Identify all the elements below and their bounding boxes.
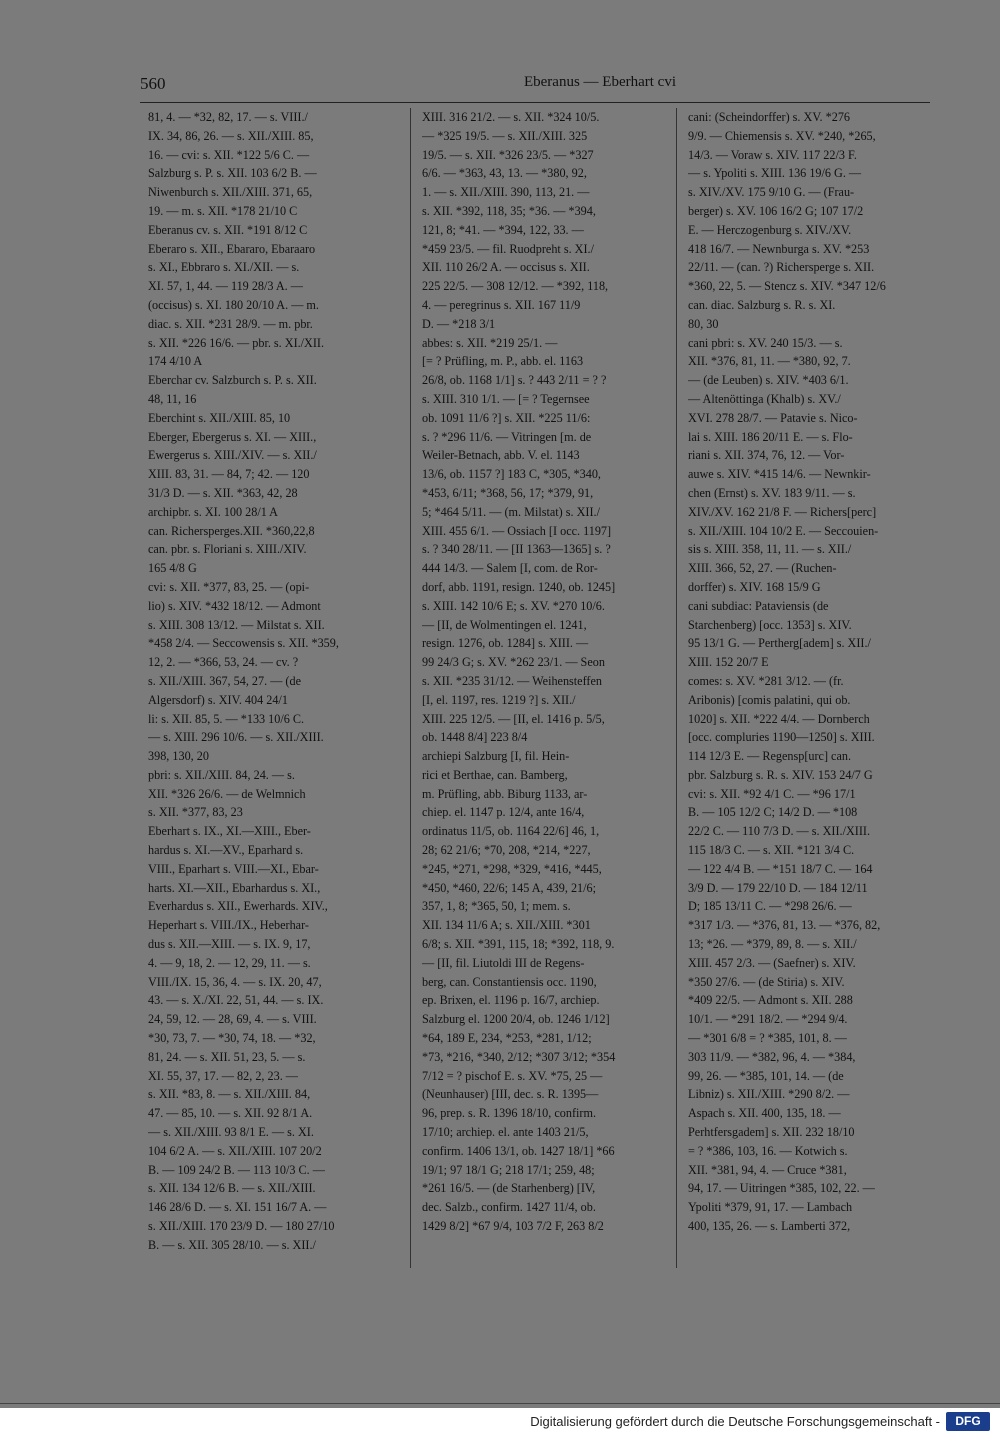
text-line: XI. 55, 37, 17. — 82, 2, 23. — xyxy=(148,1068,298,1083)
text-line: Eberaro s. XII., Ebararo, Ebaraaro xyxy=(148,241,316,256)
text-line: s. XIII. 142 10/6 E; s. XV. *270 10/6. xyxy=(422,598,605,613)
text-line: — *301 6/8 = ? *385, 101, 8. — xyxy=(688,1031,847,1046)
text-line: Heperhart s. VIII./IX., Heberhar- xyxy=(148,918,309,933)
text-line: dec. Salzb., confirm. 1427 11/4, ob. xyxy=(422,1200,596,1215)
text-line: lio) s. XIV. *432 18/12. — Admont xyxy=(148,598,321,613)
text-line: archipbr. s. XI. 100 28/1 A xyxy=(148,504,278,519)
text-line: Eberhart s. IX., XI.—XIII., Eber- xyxy=(148,824,311,839)
text-line: 81, 24. — s. XII. 51, 23, 5. — s. xyxy=(148,1049,306,1064)
text-line: sis s. XIII. 358, 11, 11. — s. XII./ xyxy=(688,542,852,557)
text-line: abbes: s. XII. *219 25/1. — xyxy=(422,335,558,350)
text-line: — s. XII./XIII. 93 8/1 E. — s. XI. xyxy=(148,1125,314,1140)
text-line: — [II, fil. Liutoldi III de Regens- xyxy=(422,955,585,970)
text-line: chen (Ernst) s. XV. 183 9/11. — s. xyxy=(688,485,856,500)
text-line: (occisus) s. XI. 180 20/10 A. — m. xyxy=(148,297,319,312)
text-line: 174 4/10 A xyxy=(148,354,203,369)
text-line: 47. — 85, 10. — s. XII. 92 8/1 A. xyxy=(148,1106,313,1121)
text-line: cvi: s. XII. *377, 83, 25. — (opi- xyxy=(148,579,310,594)
text-line: = ? *386, 103, 16. — Kotwich s. xyxy=(688,1143,848,1158)
text-line: Eberchint s. XII./XIII. 85, 10 xyxy=(148,410,291,425)
text-line: *409 22/5. — Admont s. XII. 288 xyxy=(688,993,853,1008)
text-line: 26/8, ob. 1168 1/1] s. ? 443 2/11 = ? ? xyxy=(422,373,607,388)
text-line: 104 6/2 A. — s. XII./XIII. 107 20/2 xyxy=(148,1143,322,1158)
text-line: Eberger, Ebergerus s. XI. — XIII., xyxy=(148,429,317,444)
text-line: lai s. XIII. 186 20/11 E. — s. Flo- xyxy=(688,429,853,444)
text-line: 357, 1, 8; *365, 50, 1; mem. s. xyxy=(422,899,571,914)
text-line: s. XII. *226 16/6. — pbr. s. XI./XII. xyxy=(148,335,325,350)
text-line: can. diac. Salzburg s. R. s. XI. xyxy=(688,297,836,312)
text-line: 114 12/3 E. — Regensp[urc] can. xyxy=(688,749,852,764)
text-line: auwe s. XIV. *415 14/6. — Newnkir- xyxy=(688,467,871,482)
text-line: 81, 4. — *32, 82, 17. — s. VIII./ xyxy=(148,110,308,124)
text-line: s. XII./XIII. 367, 54, 27. — (de xyxy=(148,673,301,688)
text-line: can. Richersperges.XII. *360,22,8 xyxy=(148,523,315,538)
text-line: cani pbri: s. XV. 240 15/3. — s. xyxy=(688,335,843,350)
text-line: — 122 4/4 B. — *151 18/7 C. — 164 xyxy=(688,861,873,876)
text-line: B. — 109 24/2 B. — 113 10/3 C. — xyxy=(148,1162,325,1177)
text-line: ep. Brixen, el. 1196 p. 16/7, archiep. xyxy=(422,993,600,1008)
text-line: 398, 130, 20 xyxy=(148,749,209,764)
text-line: XII. 110 26/2 A. — occisus s. XII. xyxy=(422,260,590,275)
text-line: Salzburg el. 1200 20/4, ob. 1246 1/12] xyxy=(422,1012,610,1027)
text-line: — s. XIII. 296 10/6. — s. XII./XIII. xyxy=(148,730,324,745)
dfg-logo: DFG xyxy=(946,1412,990,1431)
text-line: D; 185 13/11 C. — *298 26/6. — xyxy=(688,899,852,914)
text-line: can. pbr. s. Floriani s. XIII./XIV. xyxy=(148,542,307,557)
text-column-2 xyxy=(422,108,667,1268)
text-line: 14/3. — Voraw s. XIV. 117 22/3 F. xyxy=(688,147,857,162)
text-line: XIII. 316 21/2. — s. XII. *324 10/5. xyxy=(422,110,600,124)
text-line: — [II, de Wolmentingen el. 1241, xyxy=(422,617,587,632)
text-line: ordinatus 11/5, ob. 1164 22/6] 46, 1, xyxy=(422,824,600,839)
text-line: XIII. 152 20/7 E xyxy=(688,655,769,670)
text-line: VIII./IX. 15, 36, 4. — s. IX. 20, 47, xyxy=(148,974,322,989)
page-header xyxy=(140,74,930,98)
text-line: — (de Leuben) s. XIV. *403 6/1. xyxy=(688,373,849,388)
text-line: 94, 17. — Uitringen *385, 102, 22. — xyxy=(688,1181,875,1196)
text-line: Everhardus s. XII., Ewerhards. XIV., xyxy=(148,899,328,914)
text-line: archiepi Salzburg [I, fil. Hein- xyxy=(422,749,570,764)
text-line: IX. 34, 86, 26. — s. XII./XIII. 85, xyxy=(148,128,314,143)
text-line: dorf, abb. 1191, resign. 1240, ob. 1245] xyxy=(422,579,616,594)
text-line: VIII., Eparhart s. VIII.—XI., Ebar- xyxy=(148,861,319,876)
text-line: *360, 22, 5. — Stencz s. XIV. *347 12/6 xyxy=(688,279,886,294)
text-line: rici et Berthae, can. Bamberg, xyxy=(422,767,568,782)
column-separator xyxy=(410,108,411,1268)
text-line: 28; 62 21/6; *70, 208, *214, *227, xyxy=(422,843,591,858)
text-line: 19/1; 97 18/1 G; 218 17/1; 259, 48; xyxy=(422,1162,595,1177)
text-line: *30, 73, 7. — *30, 74, 18. — *32, xyxy=(148,1031,316,1046)
text-line: 146 28/6 D. — s. XI. 151 16/7 A. — xyxy=(148,1200,327,1215)
text-line: 16. — cvi: s. XII. *122 5/6 C. — xyxy=(148,147,310,162)
text-line: *73, *216, *340, 2/12; *307 3/12; *354 xyxy=(422,1049,616,1064)
text-line: 31/3 D. — s. XII. *363, 42, 28 xyxy=(148,485,298,500)
text-line: 19. — m. s. XII. *178 21/10 C xyxy=(148,203,298,218)
text-line: — Altenöttinga (Khalb) s. XV./ xyxy=(688,391,841,406)
text-line: s. XIII. 310 1/1. — [= ? Tegernsee xyxy=(422,391,590,406)
text-line: — *325 19/5. — s. XII./XIII. 325 xyxy=(422,128,588,143)
text-line: *245, *271, *298, *329, *416, *445, xyxy=(422,861,602,876)
text-line: s. XII./XIII. 104 10/2 E. — Seccouien- xyxy=(688,523,879,538)
text-line: 43. — s. X./XI. 22, 51, 44. — s. IX. xyxy=(148,993,324,1008)
header-rule xyxy=(140,102,930,103)
text-line: *317 1/3. — *376, 81, 13. — *376, 82, xyxy=(688,918,881,933)
text-line: s. XII. 134 12/6 B. — s. XII./XIII. xyxy=(148,1181,316,1196)
text-line: li: s. XII. 85, 5. — *133 10/6 C. xyxy=(148,711,305,726)
text-line: s. XII. *83, 8. — s. XII./XIII. 84, xyxy=(148,1087,311,1102)
text-line: B. — 105 12/2 C; 14/2 D. — *108 xyxy=(688,805,858,820)
text-line: confirm. 1406 13/1, ob. 1427 18/1] *66 xyxy=(422,1143,615,1158)
text-line: *453, 6/11; *368, 56, 17; *379, 91, xyxy=(422,485,594,500)
text-line: hardus s. XI.—XV., Eparhard s. xyxy=(148,843,304,858)
text-line: 4. — 9, 18, 2. — 12, 29, 11. — s. xyxy=(148,955,311,970)
text-line: Salzburg s. P. s. XII. 103 6/2 B. — xyxy=(148,166,317,181)
text-line: s. XII. *377, 83, 23 xyxy=(148,805,243,820)
text-line: Eberanus cv. s. XII. *191 8/12 C xyxy=(148,222,308,237)
text-line: *458 2/4. — Seccowensis s. XII. *359, xyxy=(148,636,339,651)
text-line: 13; *26. — *379, 89, 8. — s. XII./ xyxy=(688,937,857,952)
text-line: 80, 30 xyxy=(688,316,719,331)
text-line: [= ? Prüfling, m. P., abb. el. 1163 xyxy=(422,354,584,369)
text-line: E. — Herczogenburg s. XIV./XV. xyxy=(688,222,852,237)
text-line: resign. 1276, ob. 1284] s. XIII. — xyxy=(422,636,589,651)
text-line: s. ? 340 28/11. — [II 1363—1365] s. ? xyxy=(422,542,611,557)
text-line: XIII. 457 2/3. — (Saefner) s. XIV. xyxy=(688,955,856,970)
text-line: Eberchar cv. Salzburch s. P. s. XII. xyxy=(148,373,317,388)
text-line: Aspach s. XII. 400, 135, 18. — xyxy=(688,1106,841,1121)
footer-rule xyxy=(0,1403,1000,1404)
text-line: XIII. 455 6/1. — Ossiach [I occ. 1197] xyxy=(422,523,612,538)
text-line: XIV./XV. 162 21/8 F. — Richers[perc] xyxy=(688,504,877,519)
text-line: *459 23/5. — fil. Ruodpreht s. XI./ xyxy=(422,241,594,256)
text-line: pbri: s. XII./XIII. 84, 24. — s. xyxy=(148,767,295,782)
text-line: s. XIII. 308 13/12. — Milstat s. XII. xyxy=(148,617,325,632)
text-line: *350 27/6. — (de Stiria) s. XIV. xyxy=(688,974,845,989)
text-line: dorffer) s. XIV. 168 15/9 G xyxy=(688,579,821,594)
text-line: 1. — s. XII./XIII. 390, 113, 21. — xyxy=(422,185,590,200)
text-line: *261 16/5. — (de Starhenberg) [IV, xyxy=(422,1181,596,1196)
text-line: XII. *376, 81, 11. — *380, 92, 7. xyxy=(688,354,851,369)
text-line: 121, 8; *41. — *394, 122, 33. — xyxy=(422,222,584,237)
text-line: 115 18/3 C. — s. XII. *121 3/4 C. xyxy=(688,843,855,858)
text-line: cvi: s. XII. *92 4/1 C. — *96 17/1 xyxy=(688,786,856,801)
text-line: *450, *460, 22/6; 145 A, 439, 21/6; xyxy=(422,880,597,895)
text-line: 10/1. — *291 18/2. — *294 9/4. xyxy=(688,1012,848,1027)
text-line: s. XIV./XV. 175 9/10 G. — (Frau- xyxy=(688,185,855,200)
text-line: XI. 57, 1, 44. — 119 28/3 A. — xyxy=(148,279,303,294)
text-line: berg, can. Constantiensis occ. 1190, xyxy=(422,974,597,989)
text-line: 4. — peregrinus s. XII. 167 11/9 xyxy=(422,297,581,312)
text-line: 3/9 D. — 179 22/10 D. — 184 12/11 xyxy=(688,880,868,895)
text-line: s. XII. *235 31/12. — Weihensteffen xyxy=(422,673,602,688)
text-line: — s. Ypoliti s. XIII. 136 19/6 G. — xyxy=(688,166,862,181)
text-line: Perhtfersgadem] s. XII. 232 18/10 xyxy=(688,1125,855,1140)
text-line: cani subdiac: Pataviensis (de xyxy=(688,598,829,613)
text-line: s. XII. *392, 118, 35; *36. — *394, xyxy=(422,203,596,218)
text-line: XIII. 83, 31. — 84, 7; 42. — 120 xyxy=(148,467,310,482)
text-line: [occ. compluries 1190—1250] s. XIII. xyxy=(688,730,875,745)
text-line: 165 4/8 G xyxy=(148,561,197,576)
text-line: 5; *464 5/11. — (m. Milstat) s. XII./ xyxy=(422,504,600,519)
text-line: [I, el. 1197, res. 1219 ?] s. XII./ xyxy=(422,692,576,707)
text-line: Starchenberg) [occ. 1353] s. XIV. xyxy=(688,617,852,632)
text-line: 22/2 C. — 110 7/3 D. — s. XII./XIII. xyxy=(688,824,871,839)
text-line: 13/6, ob. 1157 ?] 183 C, *305, *340, xyxy=(422,467,601,482)
page-number: 560 xyxy=(140,74,166,93)
text-line: Ewergerus s. XIII./XIV. — s. XII./ xyxy=(148,448,317,463)
text-line: comes: s. XV. *281 3/12. — (fr. xyxy=(688,673,844,688)
text-line: 12, 2. — *366, 53, 24. — cv. ? xyxy=(148,655,299,670)
column-separator xyxy=(676,108,677,1268)
text-line: s. ? *296 11/6. — Vitringen [m. de xyxy=(422,429,592,444)
text-line: Algersdorf) s. XIV. 404 24/1 xyxy=(148,692,288,707)
text-line: chiep. el. 1147 p. 12/4, ante 16/4, xyxy=(422,805,585,820)
text-line: Niwenburch s. XII./XIII. 371, 65, xyxy=(148,185,313,200)
text-line: Ypoliti *379, 91, 17. — Lambach xyxy=(688,1200,853,1215)
text-line: 17/10; archiep. el. ante 1403 21/5, xyxy=(422,1125,589,1140)
text-line: 99 24/3 G; s. XV. *262 23/1. — Seon xyxy=(422,655,605,670)
text-line: 225 22/5. — 308 12/12. — *392, 118, xyxy=(422,279,609,294)
text-line: (Neunhauser) [III, dec. s. R. 1395— xyxy=(422,1087,599,1102)
text-line: 418 16/7. — Newnburga s. XV. *253 xyxy=(688,241,870,256)
text-line: 6/6. — *363, 43, 13. — *380, 92, xyxy=(422,166,587,181)
text-line: 99, 26. — *385, 101, 14. — (de xyxy=(688,1068,844,1083)
text-line: harts. XI.—XII., Ebarhardus s. XI., xyxy=(148,880,321,895)
text-line: 19/5. — s. XII. *326 23/5. — *327 xyxy=(422,147,594,162)
text-line: 22/11. — (can. ?) Richersperge s. XII. xyxy=(688,260,875,275)
text-line: m. Prüfling, abb. Biburg 1133, ar- xyxy=(422,786,588,801)
text-line: 6/8; s. XII. *391, 115, 18; *392, 118, 9. xyxy=(422,937,615,952)
text-line: 95 13/1 G. — Pertherg[adem] s. XII./ xyxy=(688,636,871,651)
text-line: riani s. XII. 374, 76, 12. — Vor- xyxy=(688,448,845,463)
text-line: Aribonis) [comis palatini, qui ob. xyxy=(688,692,851,707)
text-line: 96, prep. s. R. 1396 18/10, confirm. xyxy=(422,1106,596,1121)
text-line: 9/9. — Chiemensis s. XV. *240, *265, xyxy=(688,128,876,143)
text-line: berger) s. XV. 106 16/2 G; 107 17/2 xyxy=(688,203,864,218)
text-line: 24, 59, 12. — 28, 69, 4. — s. VIII. xyxy=(148,1012,317,1027)
text-line: *64, 189 E, 234, *253, *281, 1/12; xyxy=(422,1031,592,1046)
text-line: dus s. XII.—XIII. — s. IX. 9, 17, xyxy=(148,937,311,952)
text-line: XII. 134 11/6 A; s. XII./XIII. *301 xyxy=(422,918,591,933)
text-line: ob. 1091 11/6 ?] s. XII. *225 11/6: xyxy=(422,410,591,425)
text-line: 303 11/9. — *382, 96, 4. — *384, xyxy=(688,1049,856,1064)
text-line: 7/12 = ? pischof E. s. XV. *75, 25 — xyxy=(422,1068,603,1083)
text-line: 400, 135, 26. — s. Lamberti 372, xyxy=(688,1219,851,1234)
text-line: Weiler-Betnach, abb. V. el. 1143 xyxy=(422,448,580,463)
text-line: XIII. 225 12/5. — [II, el. 1416 p. 5/5, xyxy=(422,711,605,726)
running-title: Eberanus — Eberhart cvi xyxy=(523,74,677,90)
text-line: s. XII./XIII. 170 23/9 D. — 180 27/10 xyxy=(148,1219,335,1234)
text-line: 444 14/3. — Salem [I, com. de Ror- xyxy=(422,561,598,576)
text-line: 1429 8/2] *67 9/4, 103 7/2 F, 263 8/2 xyxy=(422,1219,604,1234)
text-line: pbr. Salzburg s. R. s. XIV. 153 24/7 G xyxy=(688,767,873,782)
text-line: cani: (Scheindorffer) s. XV. *276 xyxy=(688,110,851,124)
text-line: XIII. 366, 52, 27. — (Ruchen- xyxy=(688,561,837,576)
text-line: XVI. 278 28/7. — Patavie s. Nico- xyxy=(688,410,858,425)
funding-notice: Digitalisierung gefördert durch die Deutsche Forschungsgemeinschaft - xyxy=(530,1414,940,1429)
text-line: Libniz) s. XII./XIII. *290 8/2. — xyxy=(688,1087,850,1102)
text-line: 1020] s. XII. *222 4/4. — Dornberch xyxy=(688,711,870,726)
text-line: XII. *381, 94, 4. — Cruce *381, xyxy=(688,1162,847,1177)
text-line: B. — s. XII. 305 28/10. — s. XII./ xyxy=(148,1237,316,1252)
text-line: 48, 11, 16 xyxy=(148,391,197,406)
text-line: ob. 1448 8/4] 223 8/4 xyxy=(422,730,528,745)
text-line: D. — *218 3/1 xyxy=(422,316,496,331)
text-line: s. XI., Ebbraro s. XI./XII. — s. xyxy=(148,260,300,275)
text-column-1 xyxy=(148,108,393,1268)
text-line: diac. s. XII. *231 28/9. — m. pbr. xyxy=(148,316,313,331)
text-line: XII. *326 26/6. — de Welmnich xyxy=(148,786,306,801)
text-column-3 xyxy=(688,108,933,1268)
footer-bar xyxy=(0,1408,1000,1437)
